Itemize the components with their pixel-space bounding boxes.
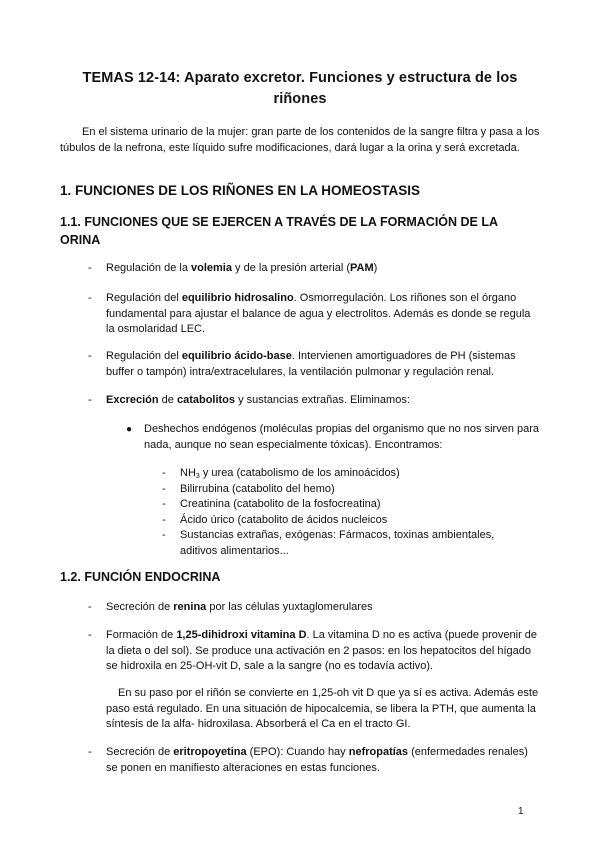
bold-term: equilibrio hidrosalino (181, 292, 294, 304)
bold-term: PAM (349, 262, 374, 274)
bold-term: nefropatías (348, 746, 409, 758)
list-item-text (106, 628, 540, 675)
dash-marker: - (162, 482, 166, 495)
text-run: . La vitamina D no es activa (puede provenir de la dieta o del sol). Se produce una activación en 2 pasos: en los hepatocitos del hígado se hidroxila en 25-OH-vit D, sale a la sangre (no es todavía activo). (106, 629, 538, 672)
dash-marker: - (88, 350, 92, 362)
bold-term: volemia (191, 262, 232, 274)
sub-list-item (162, 513, 522, 529)
text-run: y urea (catabolismo de los aminoácidos) (199, 467, 400, 479)
intro-paragraph: En el sistema urinario de la mujer: gran parte de los contenidos de la sangre filtra y pasa a los túbulos de la nefrona, este líquido sufre modificaciones, dará lugar a la orina y será excretada. (60, 126, 540, 154)
bold-term: eritropoyetina (173, 746, 247, 758)
text-run: (EPO): Cuando hay (246, 746, 349, 758)
text-run: por las células yuxtaglomerulares (206, 601, 373, 613)
text-run: . Intervienen amortiguadores de PH (sistemas buffer o tampón) intra/extracelulares, la ventilación pulmonar y regulación renal. (106, 350, 516, 378)
subsection-heading-1-1: 1.1. FUNCIONES QUE SE EJERCEN A TRAVÉS DE LA FORMACIÓN DE LA ORINA (60, 215, 498, 247)
dash-marker: - (162, 513, 166, 526)
text-run: NH (180, 467, 196, 479)
bullet-dot-icon: ● (126, 424, 133, 435)
bold-term: renina (173, 601, 207, 613)
text-run: Sustancias extrañas, exógenas: Fármacos, toxinas ambientales, aditivos alimentarios... (180, 529, 495, 557)
list-item-text (106, 261, 540, 277)
sub-list-item (162, 497, 522, 513)
list-item-text (106, 600, 540, 616)
text-run: Creatinina (catabolito de la fosfocreatina) (180, 498, 381, 511)
subscript: 3 (195, 473, 200, 480)
section-heading-1: 1. FUNCIONES DE LOS RIÑONES EN LA HOMEOSTASIS (60, 183, 421, 198)
dash-marker: - (162, 529, 166, 542)
dash-marker: - (88, 292, 92, 304)
text-run: y sustancias extrañas. Eliminamos: (235, 394, 410, 406)
text-run: y de la presión arterial ( (231, 262, 350, 274)
text-run: Secreción de (106, 746, 174, 758)
bold-term: 1,25-dihidroxi vitamina D (176, 629, 307, 641)
list-item-text (106, 291, 540, 338)
dash-marker: - (88, 394, 92, 406)
text-run: Ácido úrico (catabolito de ácidos nucleicos (180, 513, 388, 526)
sub-list-item (162, 466, 522, 482)
text-run: ) (373, 262, 378, 274)
text-run: . Osmorregulación. Los riñones son el órgano fundamental para ajustar el balance de agua y electrolitos. Además es donde se regula la osmolaridad LEC. (106, 292, 531, 335)
bullet-text: Deshechos endógenos (moléculas propias del organismo que no nos sirven para nada, aunque no sean especialmente tóxicas). Encontramos: (144, 423, 540, 451)
text-run: de (158, 394, 177, 406)
dash-marker: - (88, 262, 92, 274)
dash-marker: - (88, 601, 92, 613)
text-run: Secreción de (106, 601, 174, 613)
page-title: TEMAS 12-14: Aparato excretor. Funciones y estructura de los riñones (82, 70, 518, 107)
dash-marker: - (88, 629, 92, 641)
bold-term: Excreción (106, 394, 159, 406)
subsection-heading-1-2: 1.2. FUNCIÓN ENDOCRINA (60, 570, 221, 584)
bold-term: catabolitos (176, 394, 236, 406)
text-run: Regulación del (106, 292, 182, 304)
text-run: Bilirrubina (catabolito del hemo) (180, 482, 335, 495)
text-run: Regulación del (106, 350, 182, 362)
list-item-text (106, 349, 540, 380)
list-item-text (106, 393, 540, 409)
sub-list (162, 466, 522, 560)
list-item-text (106, 745, 540, 776)
page-number: 1 (518, 806, 524, 817)
text-run: (enfermedades renales) se ponen en manifiesto alteraciones en estas funciones. (106, 746, 528, 774)
text-run: Formación de (106, 629, 177, 641)
dash-marker: - (162, 498, 166, 511)
bold-term: equilibrio ácido-base (181, 350, 292, 362)
sub-list-item (162, 482, 522, 498)
sub-list-item (162, 528, 522, 559)
dash-marker: - (88, 746, 92, 758)
dash-marker: - (162, 467, 166, 479)
text-run: Regulación de la (106, 262, 192, 274)
body-paragraph: En su paso por el riñón se convierte en 1,25-oh vit D que ya sí es activa. Además este paso está regulado. En una situación de hipocalcemia, se libera la PTH, que aumenta la síntesis de la alfa- hidroxilasa. Absorberá el Ca en el tracto GI. (106, 687, 539, 730)
